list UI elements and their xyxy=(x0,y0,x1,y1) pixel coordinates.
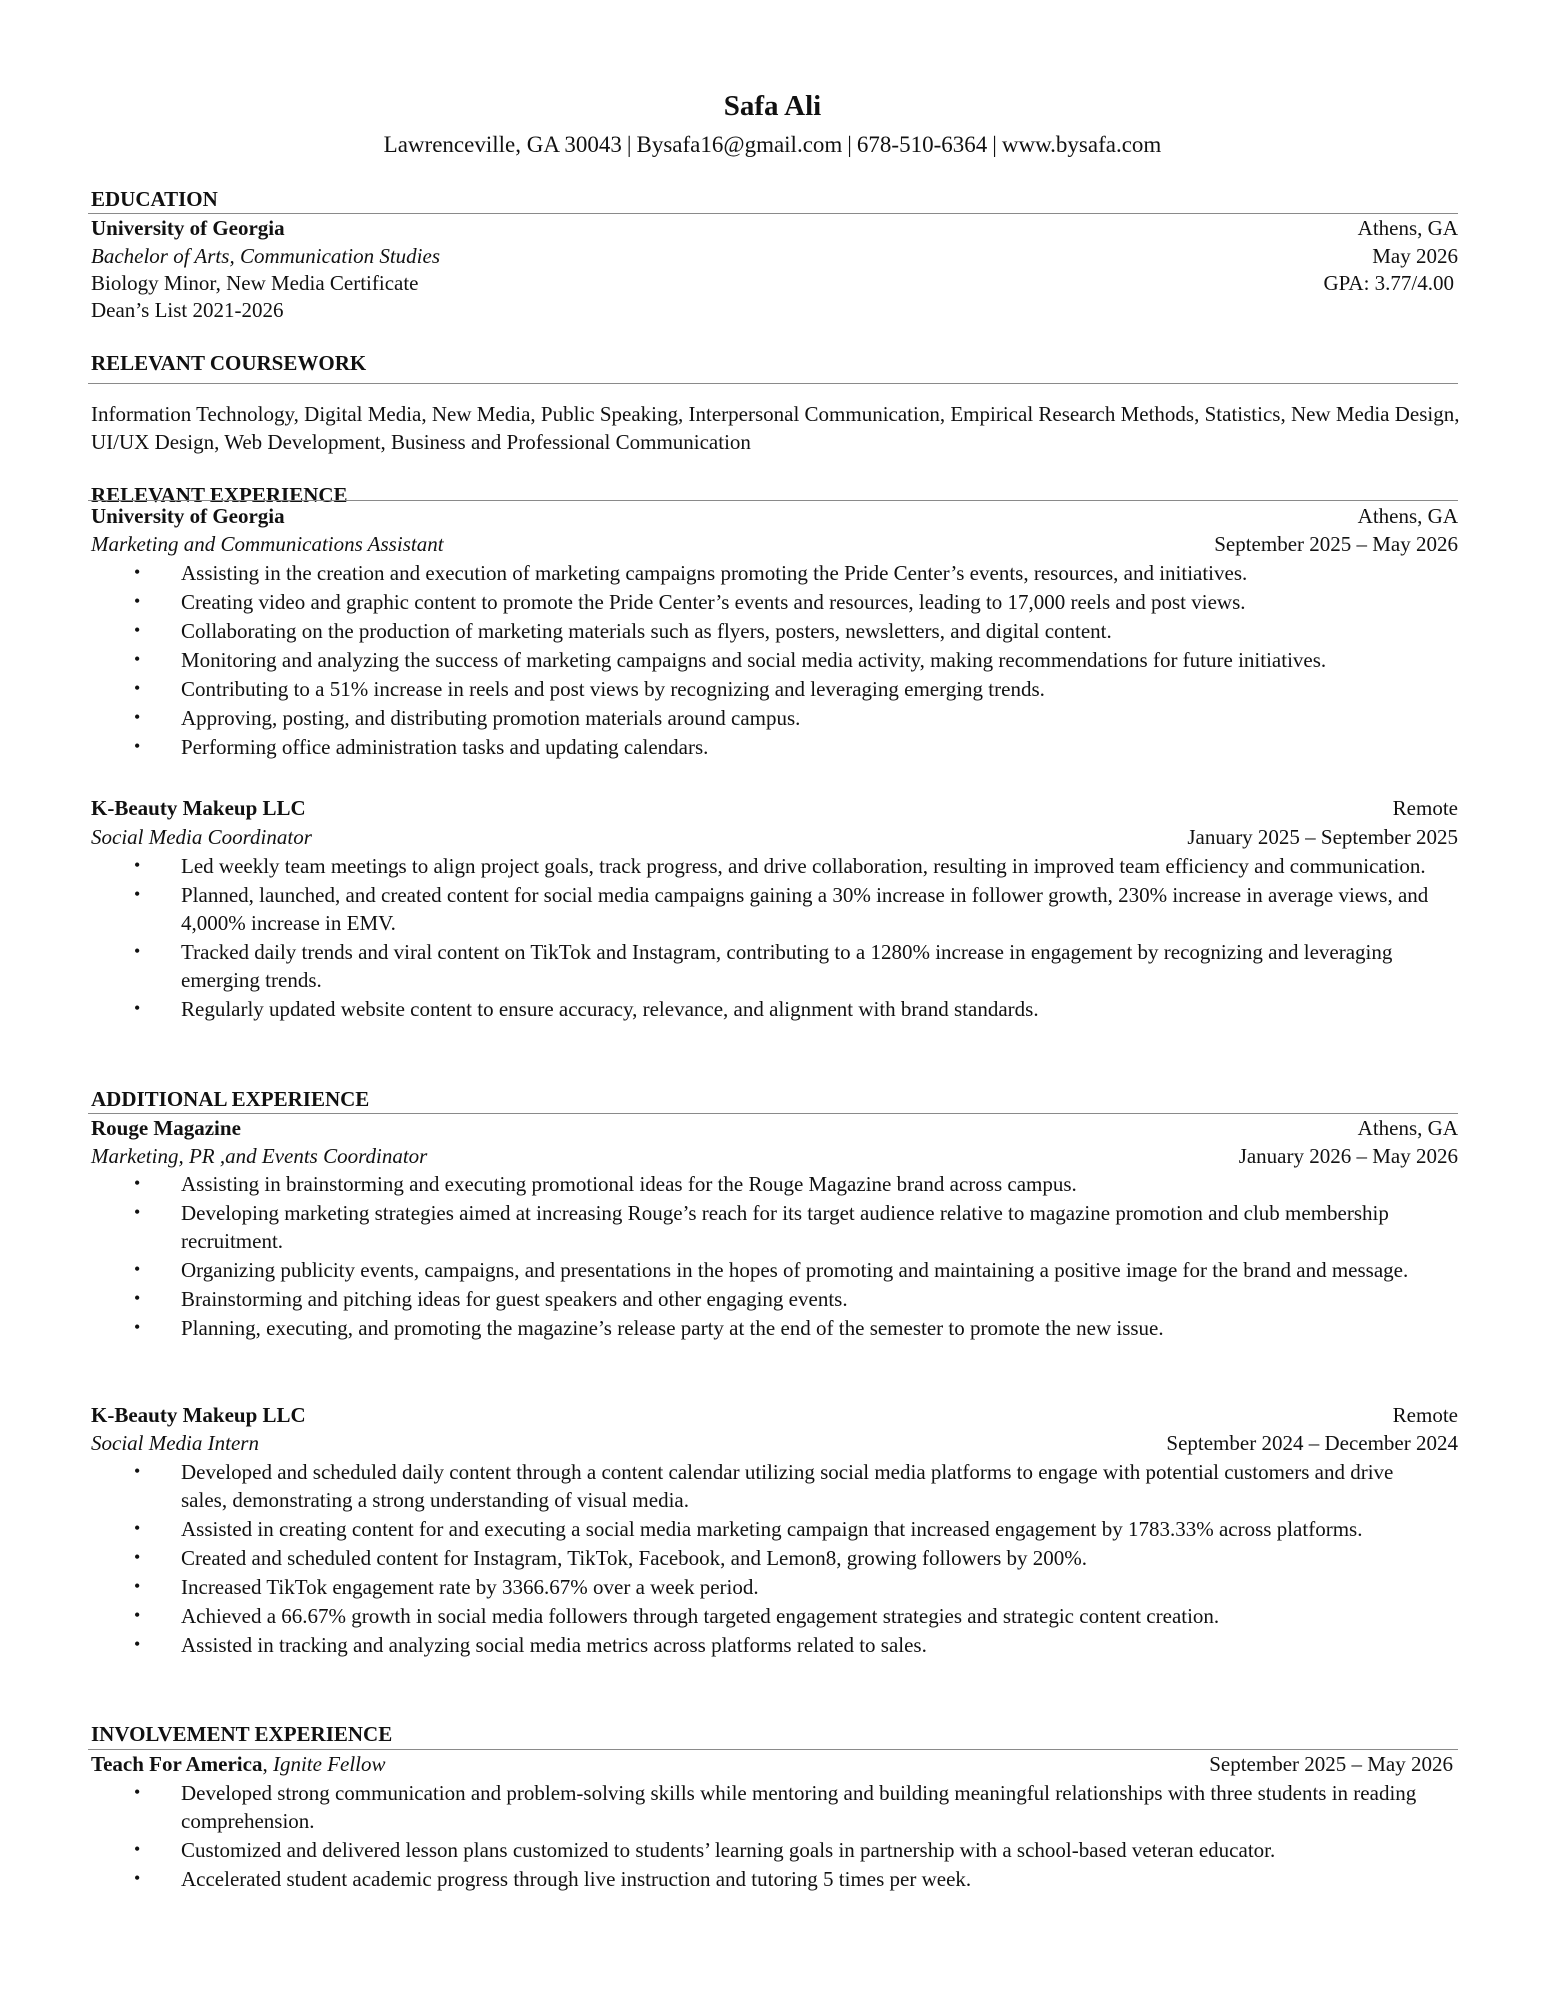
job-bullet-text: Assisted in creating content for and executing a social media marketing campaign that increased engagement by 1783.33% across platforms. xyxy=(181,1517,1363,1541)
education-school-row xyxy=(91,214,1458,242)
bullet-icon: • xyxy=(134,1868,141,1888)
job-bullet xyxy=(0,1865,1441,1893)
job-bullet xyxy=(0,1779,1441,1835)
job-bullet-text: Planned, launched, and created content for social media campaigns gaining a 30% increase in follower growth, 230% increase in average views, and 4,000% increase in EMV. xyxy=(181,883,1429,935)
section-heading-coursework: RELEVANT COURSEWORK xyxy=(91,351,367,375)
job-bullet xyxy=(0,675,1441,703)
bullet-icon: • xyxy=(134,1259,141,1279)
bullet-icon: • xyxy=(134,736,141,756)
job-bullet-text: Developed and scheduled daily content through a content calendar utilizing social media platforms to engage with potential customers and drive sales, demonstrating a strong understanding of visual media. xyxy=(181,1460,1394,1512)
job-bullet-list xyxy=(0,559,1545,762)
job-title-row xyxy=(91,1429,1458,1457)
bullet-icon: • xyxy=(134,1605,141,1625)
job-bullet-text: Organizing publicity events, campaigns, and presentations in the hopes of promoting and maintaining a positive image for the brand and message. xyxy=(181,1258,1409,1282)
job-dates: January 2025 – September 2025 xyxy=(1187,825,1458,849)
job-bullet-text: Tracked daily trends and viral content on TikTok and Instagram, contributing to a 1280% increase in engagement by recognizing and leveraging emerging trends. xyxy=(181,940,1393,992)
involvement-role: Ignite Fellow xyxy=(272,1752,386,1776)
job-title-row xyxy=(91,530,1458,558)
job-bullet xyxy=(0,646,1441,674)
section-divider xyxy=(88,383,1458,384)
job-bullet xyxy=(0,704,1441,732)
job-location: Remote xyxy=(1392,1403,1458,1427)
contact-line xyxy=(0,130,1545,160)
contact-phone[interactable]: 678-510-6364 xyxy=(856,132,988,157)
job-bullet-text: Accelerated student academic progress through live instruction and tutoring 5 times per week. xyxy=(181,1867,972,1891)
job-dates: September 2024 – December 2024 xyxy=(1166,1431,1458,1455)
job-bullet-text: Led weekly team meetings to align project goals, track progress, and drive collaboration, resulting in improved team efficiency and communication. xyxy=(181,854,1426,878)
job-bullet xyxy=(0,1458,1441,1514)
job-dates: September 2025 – May 2026 xyxy=(1214,532,1458,556)
job-bullet xyxy=(0,588,1441,616)
job-bullet-text: Developing marketing strategies aimed at increasing Rouge’s reach for its target audience relative to magazine promotion and club membership recruitment. xyxy=(181,1201,1389,1253)
education-degree-row xyxy=(91,242,1458,270)
job-bullet-list xyxy=(0,1458,1545,1660)
job-bullet-text: Customized and delivered lesson plans customized to students’ learning goals in partnership with a school-based veteran educator. xyxy=(181,1838,1276,1862)
bullet-icon: • xyxy=(134,1317,141,1337)
job-bullet-text: Creating video and graphic content to promote the Pride Center’s events and resources, leading to 17,000 reels and post views. xyxy=(181,590,1246,614)
bullet-icon: • xyxy=(134,1173,141,1193)
job-title: Social Media Coordinator xyxy=(91,825,312,849)
job-bullet xyxy=(0,852,1441,880)
contact-separator: | xyxy=(992,132,997,157)
bullet-icon: • xyxy=(134,562,141,582)
bullet-icon: • xyxy=(134,591,141,611)
job-bullet-text: Collaborating on the production of marketing materials such as flyers, posters, newsletters, and digital content. xyxy=(181,619,1112,643)
job-bullet-text: Achieved a 66.67% growth in social media followers through targeted engagement strategies and strategic content creation. xyxy=(181,1604,1220,1628)
job-bullet xyxy=(0,1199,1441,1255)
job-bullet xyxy=(0,881,1441,937)
job-bullet xyxy=(0,1602,1441,1630)
section-heading-education: EDUCATION xyxy=(91,187,218,211)
job-bullet-text: Monitoring and analyzing the success of marketing campaigns and social media activity, making recommendations for future initiatives. xyxy=(181,648,1327,672)
job-location: Athens, GA xyxy=(1357,1116,1458,1140)
coursework-text: Information Technology, Digital Media, New Media, Public Speaking, Interpersonal Communication, Empirical Research Methods, Statistics, New Media Design, UI/UX Design, Web Development, Business and Professional Communication xyxy=(91,402,1460,454)
job-org: Rouge Magazine xyxy=(91,1116,241,1140)
job-location: Athens, GA xyxy=(1357,504,1458,528)
job-bullet xyxy=(0,995,1441,1023)
job-bullet-text: Created and scheduled content for Instagram, TikTok, Facebook, and Lemon8, growing followers by 200%. xyxy=(181,1546,1088,1570)
job-bullet xyxy=(0,1256,1441,1284)
job-org: University of Georgia xyxy=(91,504,285,528)
job-location: Remote xyxy=(1392,796,1458,820)
contact-separator: | xyxy=(626,132,632,157)
contact-separator: | xyxy=(847,132,852,157)
job-bullet-text: Assisting in brainstorming and executing promotional ideas for the Rouge Magazine brand across campus. xyxy=(181,1172,1077,1196)
education-honors: Dean’s List 2021-2026 xyxy=(91,298,284,322)
job-bullet-text: Increased TikTok engagement rate by 3366.67% over a week period. xyxy=(181,1575,759,1599)
section-heading-involvement: INVOLVEMENT EXPERIENCE xyxy=(91,1722,393,1746)
job-bullet-list xyxy=(0,1170,1545,1343)
involvement-header-row xyxy=(91,1750,1453,1778)
education-minor-row xyxy=(91,269,1458,297)
job-bullet-text: Assisted in tracking and analyzing social media metrics across platforms related to sales. xyxy=(181,1633,927,1657)
bullet-icon: • xyxy=(134,1576,141,1596)
contact-email[interactable]: Bysafa16@gmail.com xyxy=(636,132,843,157)
education-minor: Biology Minor, New Media Certificate xyxy=(91,271,419,295)
bullet-icon: • xyxy=(134,707,141,727)
job-title: Marketing, PR ,and Events Coordinator xyxy=(91,1144,428,1168)
job-bullet xyxy=(0,1314,1441,1342)
bullet-icon: • xyxy=(134,1288,141,1308)
job-bullet xyxy=(0,1285,1441,1313)
job-bullet-text: Brainstorming and pitching ideas for guest speakers and other engaging events. xyxy=(181,1287,848,1311)
job-org: K-Beauty Makeup LLC xyxy=(91,796,306,820)
job-bullet xyxy=(0,1544,1441,1572)
bullet-icon: • xyxy=(134,1202,141,1222)
contact-location: Lawrenceville, GA 30043 xyxy=(383,132,622,157)
involvement-org-role: Teach For America, Ignite Fellow xyxy=(91,1752,386,1776)
education-school: University of Georgia xyxy=(91,216,285,240)
job-header-row xyxy=(91,1401,1458,1429)
job-title-row xyxy=(91,1142,1458,1170)
bullet-icon: • xyxy=(134,1782,141,1802)
bullet-icon: • xyxy=(134,620,141,640)
education-location: Athens, GA xyxy=(1357,216,1458,240)
job-bullet-list xyxy=(0,852,1545,1024)
involvement-dates: September 2025 – May 2026 xyxy=(1209,1752,1453,1776)
bullet-icon: • xyxy=(134,1839,141,1859)
involvement-org: Teach For America xyxy=(91,1752,263,1776)
job-bullet-text: Planning, executing, and promoting the magazine’s release party at the end of the semester to promote the new issue. xyxy=(181,1316,1164,1340)
job-bullet-text: Regularly updated website content to ensure accuracy, relevance, and alignment with brand standards. xyxy=(181,997,1039,1021)
job-bullet xyxy=(0,1836,1441,1864)
job-bullet xyxy=(0,733,1441,761)
job-bullet xyxy=(0,559,1441,587)
section-heading-additional-experience: ADDITIONAL EXPERIENCE xyxy=(91,1087,370,1111)
bullet-icon: • xyxy=(134,998,141,1018)
job-title: Social Media Intern xyxy=(91,1431,259,1455)
job-dates: January 2026 – May 2026 xyxy=(1238,1144,1458,1168)
job-title: Marketing and Communications Assistant xyxy=(91,532,444,556)
job-header-row xyxy=(91,502,1458,530)
job-bullet xyxy=(0,617,1441,645)
bullet-icon: • xyxy=(134,941,141,961)
job-bullet xyxy=(0,1631,1441,1659)
contact-website[interactable]: www.bysafa.com xyxy=(1001,132,1162,157)
education-date: May 2026 xyxy=(1372,244,1458,268)
job-bullet xyxy=(0,1170,1441,1198)
job-header-row xyxy=(91,1114,1458,1142)
education-degree: Bachelor of Arts, Communication Studies xyxy=(91,244,441,268)
bullet-icon: • xyxy=(134,884,141,904)
education-honors-row xyxy=(91,296,1458,324)
job-bullet-text: Approving, posting, and distributing promotion materials around campus. xyxy=(181,706,801,730)
bullet-icon: • xyxy=(134,649,141,669)
bullet-icon: • xyxy=(134,1461,141,1481)
bullet-icon: • xyxy=(134,678,141,698)
job-bullet-text: Performing office administration tasks and updating calendars. xyxy=(181,735,709,759)
job-bullet xyxy=(0,1573,1441,1601)
bullet-icon: • xyxy=(134,1547,141,1567)
job-bullet-text: Developed strong communication and problem-solving skills while mentoring and building meaningful relationships with three students in reading comprehension. xyxy=(181,1781,1417,1833)
section-divider xyxy=(88,500,1458,501)
bullet-icon: • xyxy=(134,1634,141,1654)
job-bullet xyxy=(0,938,1441,994)
job-bullet-text: Assisting in the creation and execution of marketing campaigns promoting the Pride Center’s events, resources, and initiatives. xyxy=(181,561,1248,585)
resume-name: Safa Ali xyxy=(723,90,822,122)
job-title-row xyxy=(91,823,1458,851)
involvement-bullet-list xyxy=(0,1779,1545,1894)
job-header-row xyxy=(91,794,1458,822)
bullet-icon: • xyxy=(134,1518,141,1538)
job-bullet-text: Contributing to a 51% increase in reels and post views by recognizing and leveraging emerging trends. xyxy=(181,677,1045,701)
job-bullet xyxy=(0,1515,1441,1543)
job-org: K-Beauty Makeup LLC xyxy=(91,1403,306,1427)
education-gpa: GPA: 3.77/4.00 xyxy=(1323,271,1454,295)
section-heading-relevant-experience: RELEVANT EXPERIENCE xyxy=(91,483,348,507)
bullet-icon: • xyxy=(134,855,141,875)
